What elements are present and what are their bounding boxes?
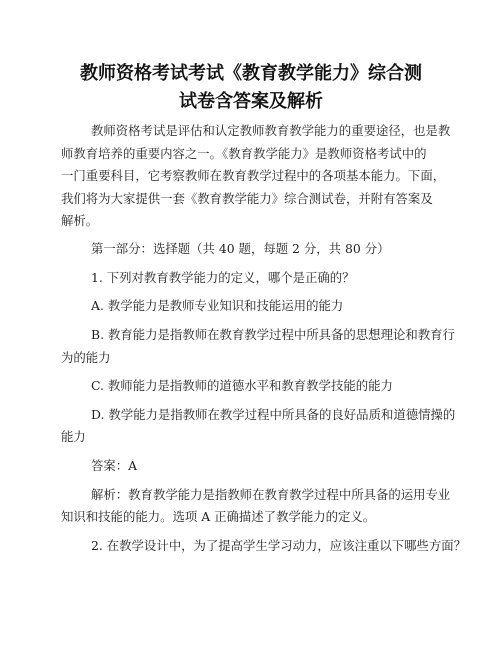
document-title-line-1: 教师资格考试考试《教育教学能力》综合测 (80, 63, 422, 84)
section-heading: 第一部分：选择题（共 40 题，每题 2 分，共 80 分） (91, 241, 390, 256)
question-1-analysis-line-2: 知识和技能的能力。选项 A 正确描述了教学能力的定义。 (61, 509, 376, 524)
intro-line-4: 我们将为大家提供一套《教育教学能力》综合测试卷，并附有答案及 (61, 191, 433, 206)
question-1-option-b-line-2: 为的能力 (61, 350, 111, 365)
question-1-stem: 1. 下列对教育教学能力的定义，哪个是正确的？ (91, 270, 355, 285)
intro-line-5: 解析。 (61, 213, 99, 228)
question-1-option-d-line-1: D. 教学能力是指教师在教学过程中所具备的良好品质和道德情操的 (91, 407, 456, 422)
question-1-option-c: C. 教师能力是指教师的道德水平和教育教学技能的能力 (91, 378, 393, 393)
question-1-option-a: A. 教学能力是教师专业知识和技能运用的能力 (91, 298, 344, 313)
question-1-analysis-line-1: 解析：教育教学能力是指教师在教育教学过程中所具备的运用专业 (91, 487, 451, 502)
question-1-option-b-line-1: B. 教育能力是指教师在教育教学过程中所具备的思想理论和教育行 (91, 327, 455, 342)
document-title-line-2: 试卷含答案及解析 (179, 91, 323, 112)
intro-line-2: 师教育培养的重要内容之一。《教育教学能力》是教师资格考试中的 (61, 146, 427, 161)
intro-line-1: 教师资格考试是评估和认定教师教育教学能力的重要途径，也是教 (91, 123, 451, 138)
question-1-answer: 答案：A (91, 458, 138, 473)
question-1-option-d-line-2: 能力 (61, 429, 86, 444)
intro-line-3: 一门重要科目，它考察教师在教育教学过程中的各项基本能力。下面， (61, 168, 446, 183)
question-2-stem: 2. 在教学设计中，为了提高学生学习动力，应该注重以下哪些方面？ (91, 538, 467, 553)
